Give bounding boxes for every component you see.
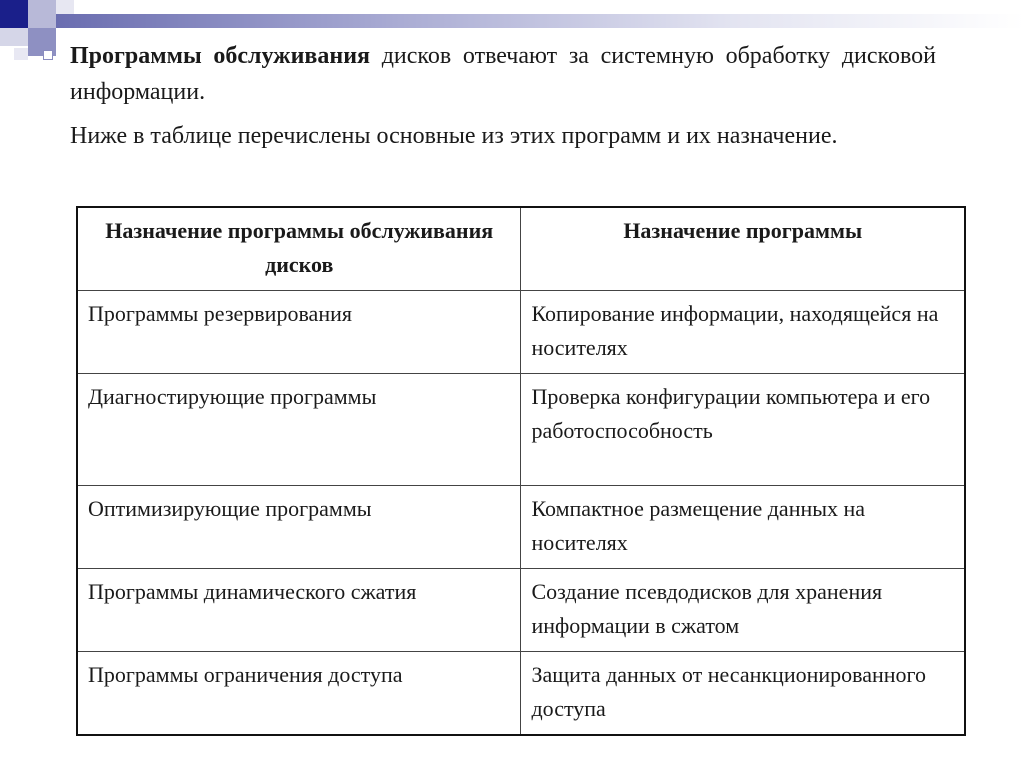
table-row <box>77 486 965 569</box>
intro-paragraph-1 <box>70 38 936 110</box>
table-cell-program: Программы резервирования <box>77 291 521 374</box>
intro-text <box>70 38 936 154</box>
programs-table <box>76 206 966 736</box>
intro-paragraph-1-rest: дисков отвечают за системную обработку дисковой информации. <box>70 43 937 105</box>
decor-square <box>0 28 28 46</box>
table-header-cell: Назначение программы обслуживания дисков <box>77 207 521 291</box>
decor-square <box>14 48 28 60</box>
table-cell-purpose: Копирование информации, находящейся на носителях <box>521 291 965 374</box>
table-cell-purpose: Компактное размещение данных на носителях <box>521 486 965 569</box>
table-header-cell: Назначение программы <box>521 207 965 291</box>
table-row <box>77 374 965 486</box>
programs-table-container <box>76 206 966 736</box>
table-row <box>77 291 965 374</box>
bullet-square-icon <box>43 50 53 60</box>
intro-bold-term: Программы обслуживания <box>70 43 371 69</box>
decor-gradient-band <box>56 14 1024 28</box>
decor-square <box>0 0 28 28</box>
decor-square <box>28 0 56 28</box>
table-cell-program: Программы динамического сжатия <box>77 569 521 652</box>
table-row <box>77 569 965 652</box>
table-row <box>77 652 965 736</box>
table-cell-purpose: Защита данных от несанкционированного доступа <box>521 652 965 736</box>
table-cell-purpose: Проверка конфигурации компьютера и его работоспособность <box>521 374 965 486</box>
table-cell-purpose: Создание псевдодисков для хранения информации в сжатом <box>521 569 965 652</box>
intro-paragraph-2: Ниже в таблице перечислены основные из этих программ и их назначение. <box>70 123 838 149</box>
table-header-row <box>77 207 965 291</box>
decor-square <box>56 0 74 14</box>
table-cell-program: Программы ограничения доступа <box>77 652 521 736</box>
table-cell-program: Диагностирующие программы <box>77 374 521 486</box>
table-cell-program: Оптимизирующие программы <box>77 486 521 569</box>
